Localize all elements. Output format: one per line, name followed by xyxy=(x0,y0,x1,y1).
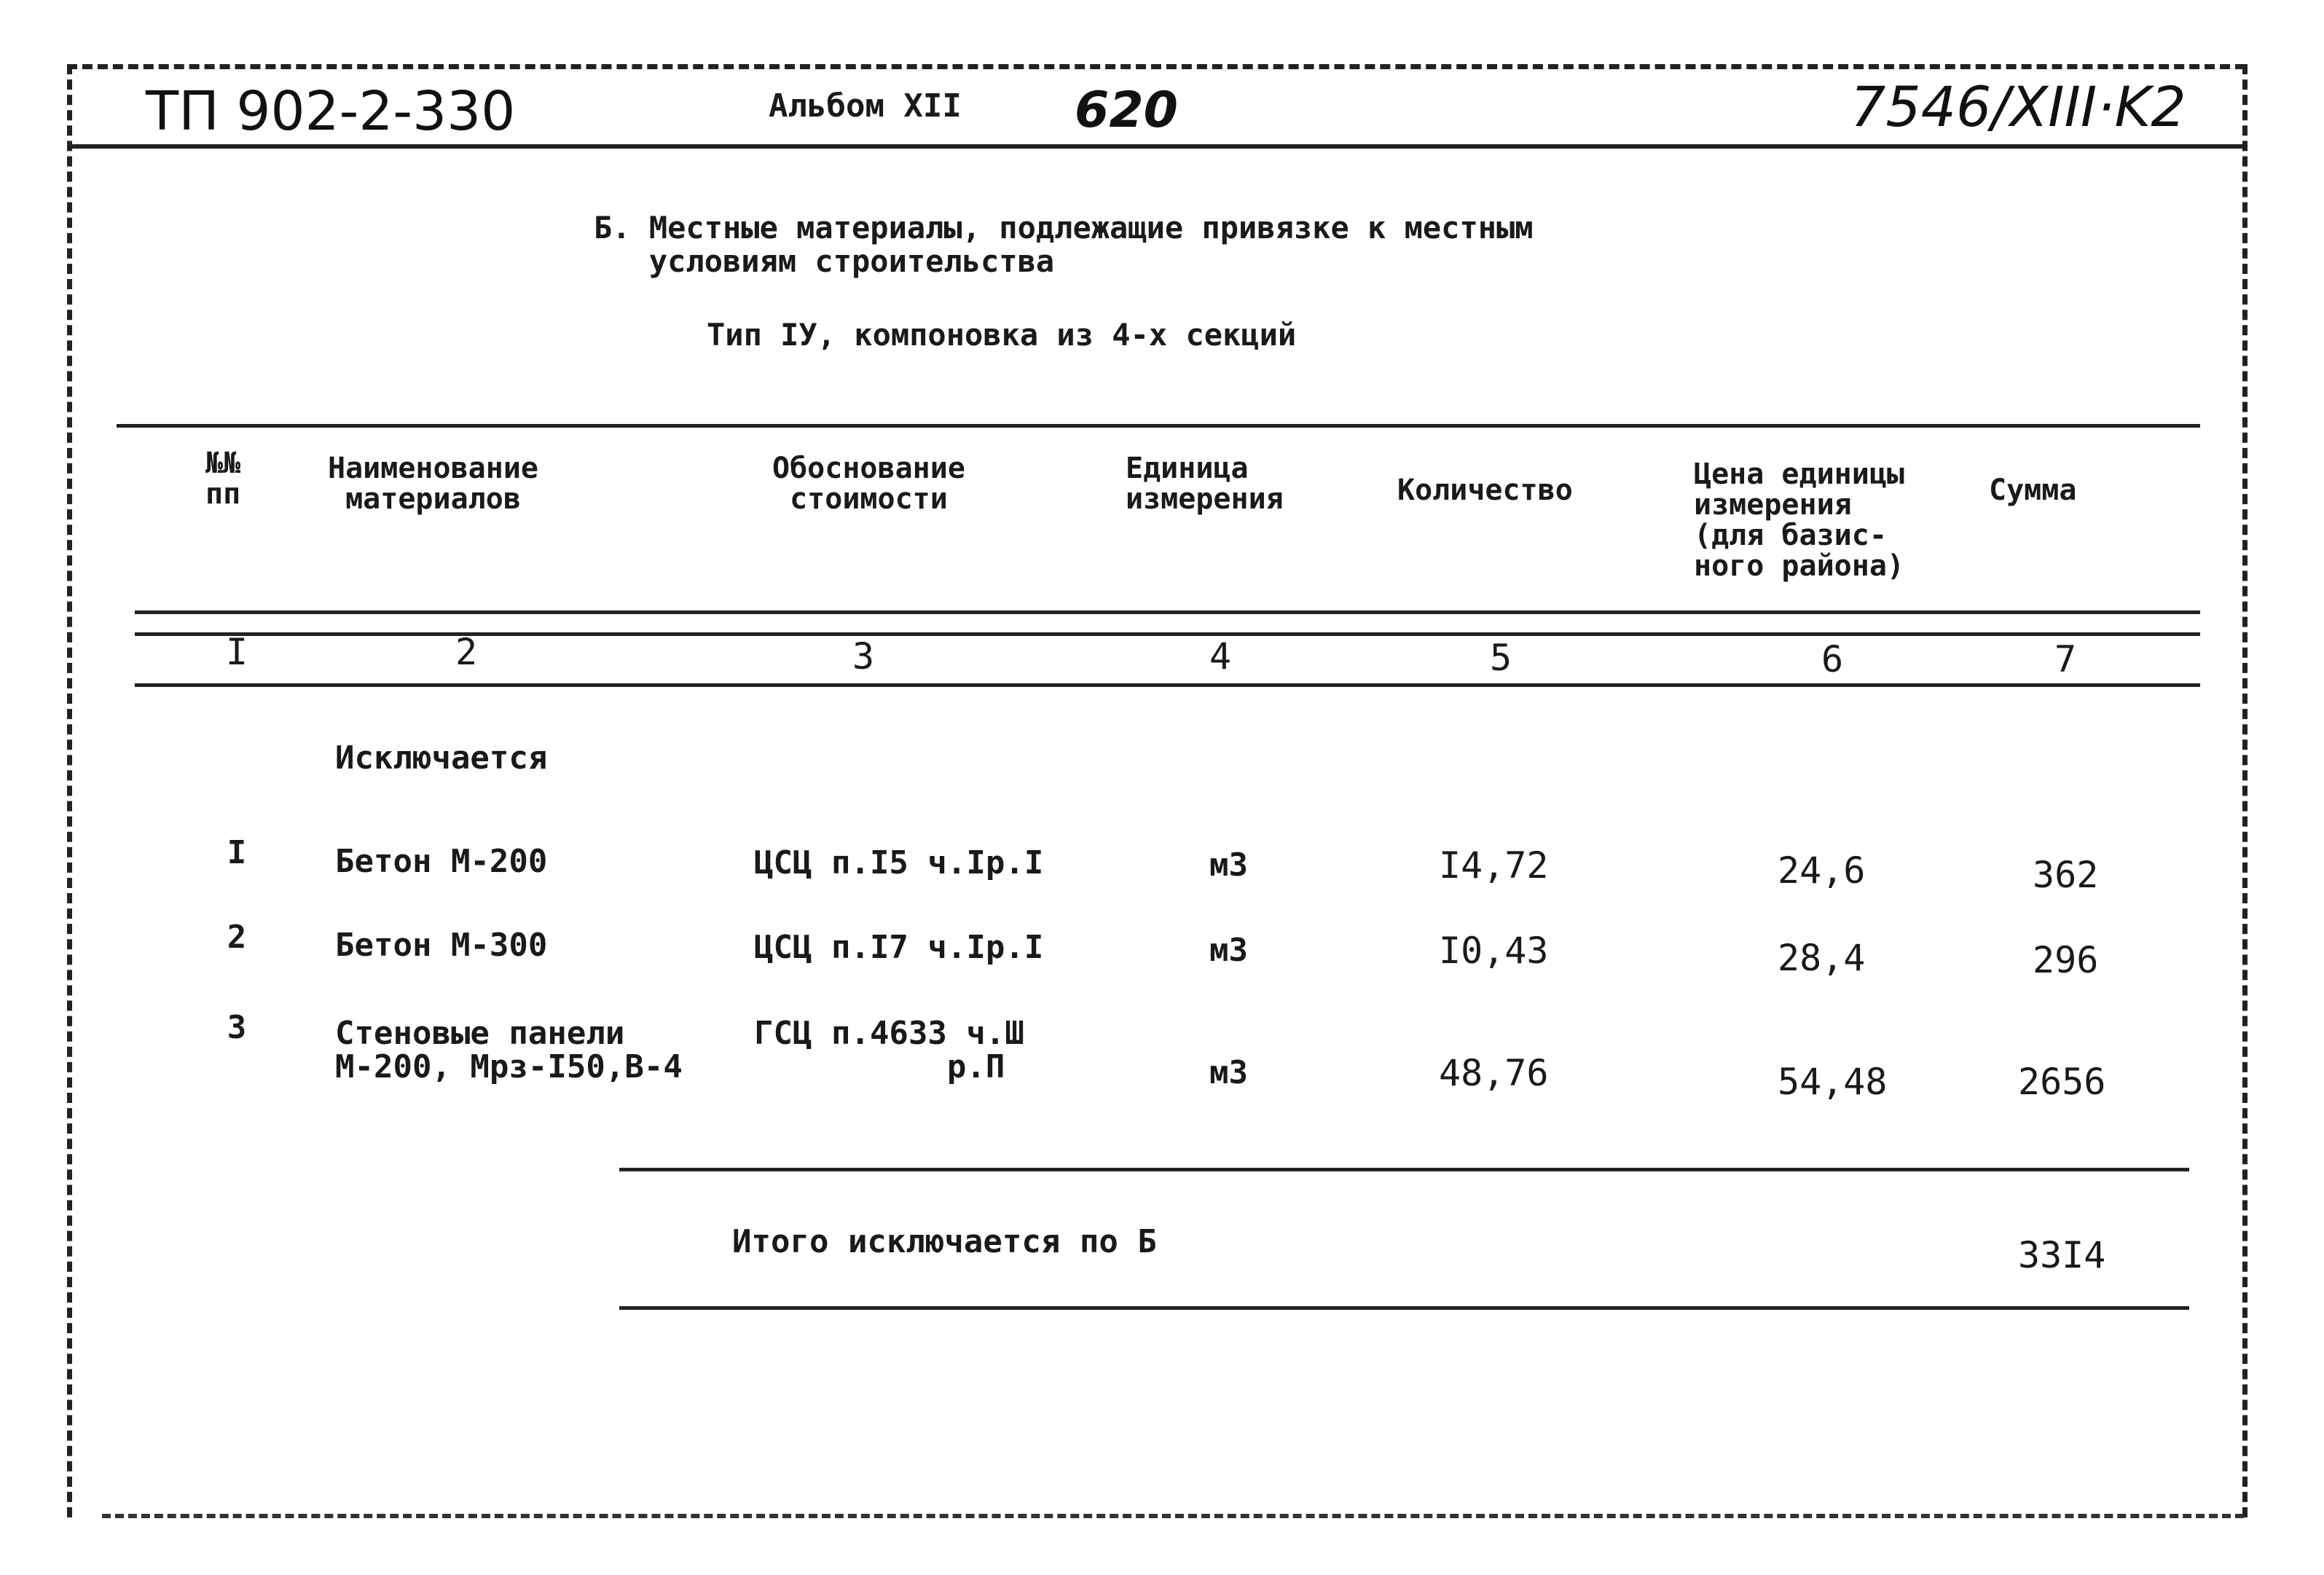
header-quantity: Количество xyxy=(1397,474,1573,507)
cost-basis: ЦСЦ п.I5 ч.Iр.I xyxy=(754,844,1044,881)
unit: м3 xyxy=(1209,932,1248,969)
unit-price: 28,4 xyxy=(1778,937,1866,979)
material-name: Бетон М-300 xyxy=(335,927,548,964)
frame-top-border xyxy=(67,64,2245,69)
column-number-7: 7 xyxy=(2054,638,2077,680)
header-unit-price: Цена единицы измерения (для базис- ного района) xyxy=(1694,457,1904,583)
column-number-1: I xyxy=(225,631,248,673)
sheet-number: 620 xyxy=(1075,82,1178,139)
header-unit: Единица измерения xyxy=(1126,452,1284,516)
section-title: Б. Местные материалы, подлежащие привязке к местным условиям строительства xyxy=(594,210,1534,279)
table-top-rule xyxy=(117,424,2200,428)
header-row-number: №№ пп xyxy=(205,447,241,511)
row-number: 3 xyxy=(227,1009,247,1046)
frame-left-border xyxy=(67,64,72,1517)
unit: м3 xyxy=(1209,1054,1248,1091)
material-name: Стеновые панели М-200, Мрз-I50,В-4 xyxy=(335,1015,683,1085)
sum: 362 xyxy=(2033,854,2099,896)
row-number: I xyxy=(227,834,247,871)
row-number: 2 xyxy=(227,919,247,956)
frame-right-border xyxy=(2242,64,2248,1517)
material-name: Бетон М-200 xyxy=(335,843,548,880)
header-cost-basis: Обоснование стоимости xyxy=(772,452,965,516)
header-sum: Сумма xyxy=(1989,474,2077,507)
frame-bottom-border xyxy=(102,1514,2244,1518)
unit-price: 24,6 xyxy=(1778,849,1866,892)
column-number-6: 6 xyxy=(1821,638,1844,680)
unit-price: 54,48 xyxy=(1778,1061,1888,1103)
total-sum: 33I4 xyxy=(2018,1234,2106,1276)
document-code: ТП 902-2-330 xyxy=(146,80,516,143)
column-number-4: 4 xyxy=(1209,635,1232,677)
cost-basis: ГСЦ п.4633 ч.Ш р.П xyxy=(754,1015,1024,1085)
column-number-3: 3 xyxy=(852,635,875,677)
quantity: 48,76 xyxy=(1439,1052,1549,1094)
unit: м3 xyxy=(1209,847,1248,884)
group-label: Исключается xyxy=(335,739,548,777)
total-bottom-rule xyxy=(619,1306,2189,1310)
header-material-name: Наименование материалов xyxy=(328,452,538,516)
header-divider xyxy=(67,144,2245,149)
sum: 2656 xyxy=(2018,1061,2106,1103)
total-top-rule xyxy=(619,1168,2189,1171)
archive-code: 7546/XIII·K2 xyxy=(1850,74,2186,139)
column-number-2: 2 xyxy=(455,631,478,673)
quantity: I4,72 xyxy=(1439,844,1549,887)
cost-basis: ЦСЦ п.I7 ч.Iр.I xyxy=(754,929,1044,966)
section-subtitle: Тип IУ, компоновка из 4-х секций xyxy=(707,317,1297,353)
total-label: Итого исключается по Б xyxy=(732,1223,1157,1260)
column-number-5: 5 xyxy=(1489,637,1512,679)
header-bottom-rule xyxy=(135,610,2200,614)
album-label: Альбом XII xyxy=(769,87,962,125)
column-numbers-bottom-rule xyxy=(135,683,2200,687)
quantity: I0,43 xyxy=(1439,930,1549,972)
sum: 296 xyxy=(2033,939,2099,981)
